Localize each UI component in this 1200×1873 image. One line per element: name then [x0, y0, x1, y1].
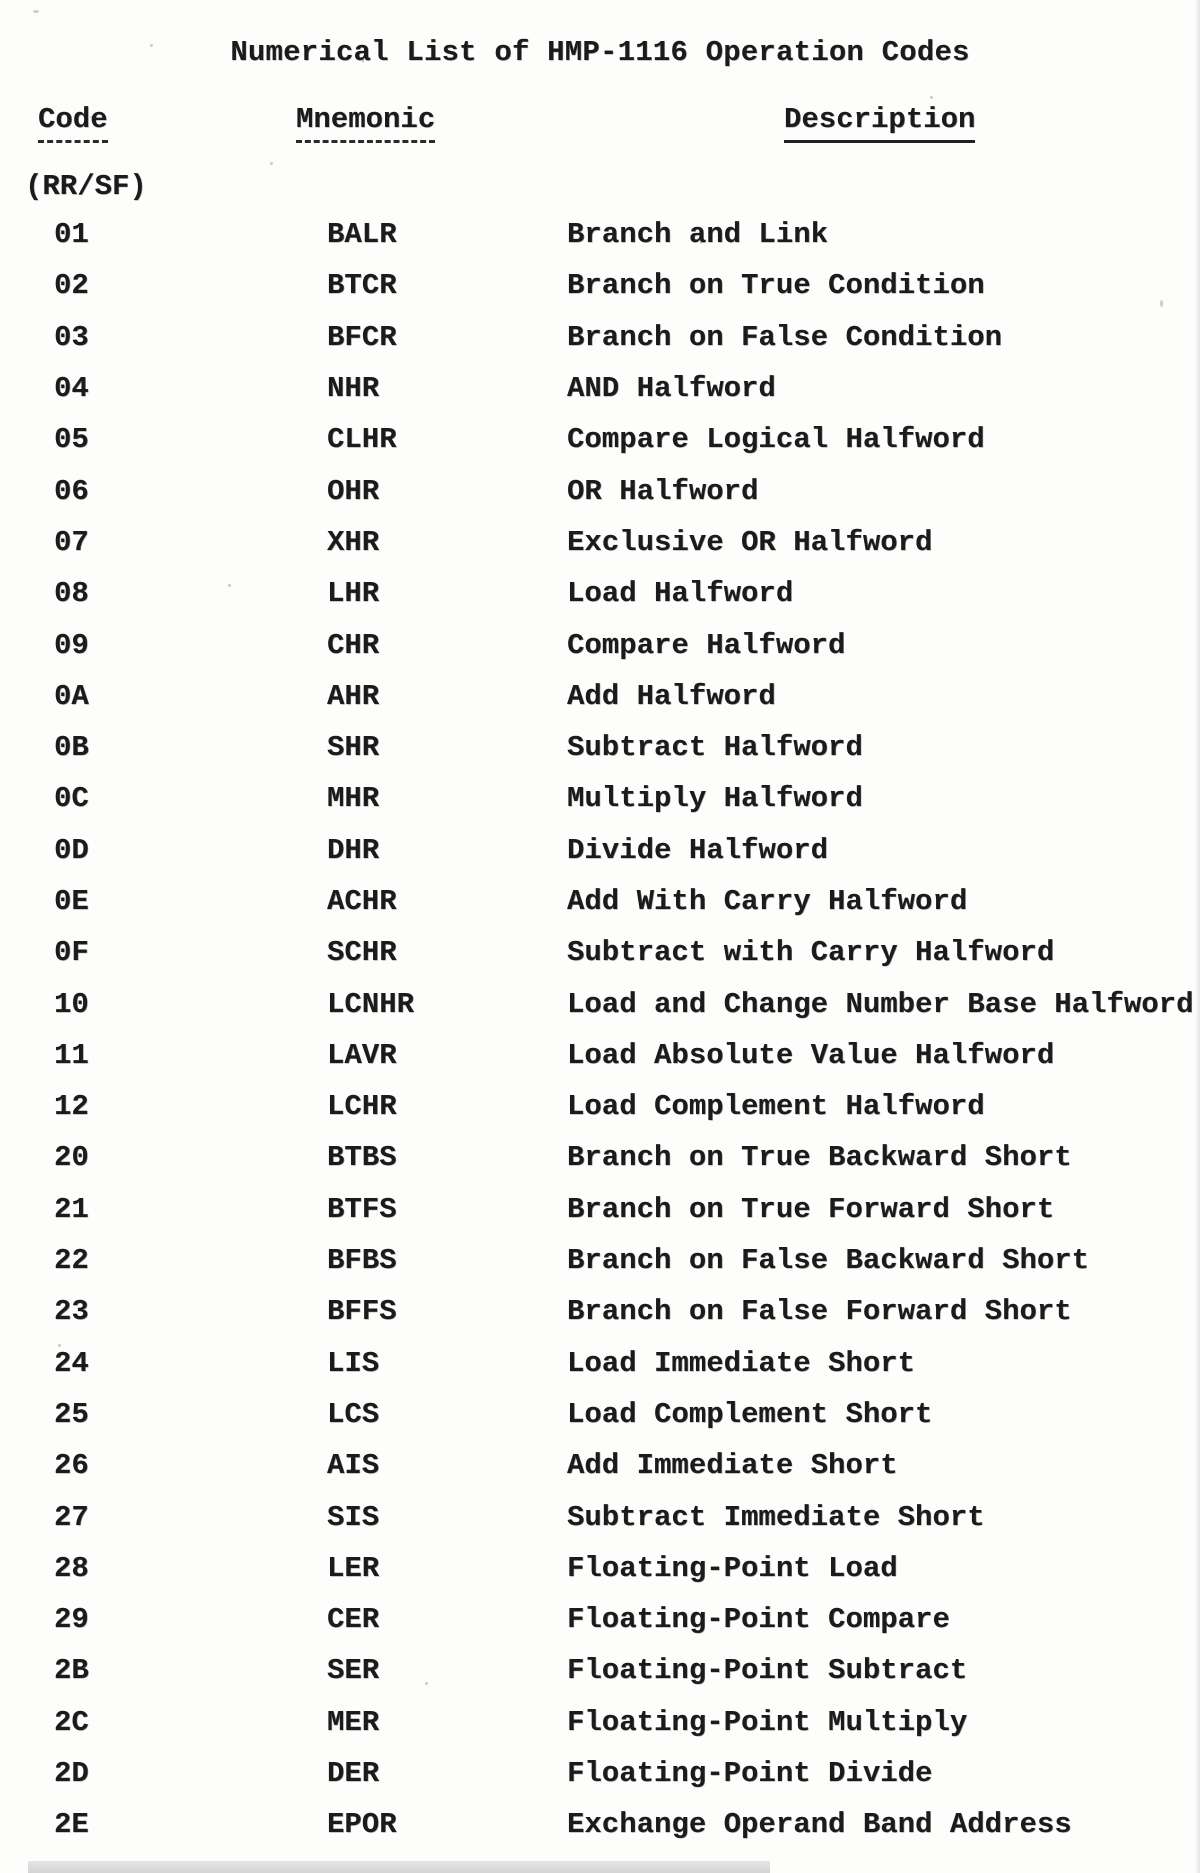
table-row	[0, 568, 1200, 619]
cell-description: Subtract Halfword	[567, 731, 863, 765]
cell-code: 29	[54, 1603, 89, 1637]
cell-description: Branch and Link	[567, 218, 829, 252]
cell-description: Add With Carry Halfword	[567, 885, 968, 918]
cell-mnemonic: CHR	[327, 628, 380, 662]
cell-code: 03	[54, 320, 89, 354]
cell-mnemonic: ACHR	[327, 885, 397, 918]
table-row	[0, 1440, 1200, 1491]
cell-description: Add Immediate Short	[567, 1449, 898, 1483]
cell-description: Load Absolute Value Halfword	[567, 1038, 1055, 1072]
cell-code: 23	[54, 1295, 89, 1329]
table-row	[0, 1235, 1200, 1286]
cell-code: 26	[54, 1449, 89, 1483]
cell-code: 2D	[54, 1757, 89, 1791]
cell-code: 21	[54, 1192, 89, 1226]
cell-description: OR Halfword	[567, 474, 759, 508]
cell-description: Floating-Point Subtract	[567, 1654, 968, 1688]
cell-description: Floating-Point Multiply	[567, 1705, 968, 1739]
cell-mnemonic: DER	[327, 1757, 380, 1791]
cell-description: Exchange Operand Band Address	[567, 1808, 1072, 1842]
table-row	[0, 927, 1200, 978]
table-header-row	[0, 103, 1200, 149]
cell-mnemonic: MHR	[327, 782, 380, 816]
scan-speck	[930, 96, 933, 99]
cell-code: 24	[54, 1346, 89, 1380]
table-row	[0, 1081, 1200, 1132]
cell-description: Multiply Halfword	[567, 782, 863, 816]
cell-code: 0E	[54, 885, 89, 918]
cell-mnemonic: LHR	[327, 577, 380, 611]
scan-speck	[33, 10, 39, 13]
table-row	[0, 1594, 1200, 1645]
cell-mnemonic: LCNHR	[327, 987, 415, 1021]
cell-mnemonic: AHR	[327, 679, 380, 713]
cell-mnemonic: DHR	[327, 833, 380, 867]
cell-description: AND Halfword	[567, 372, 776, 406]
cell-description: Exclusive OR Halfword	[567, 525, 933, 559]
cell-description: Divide Halfword	[567, 833, 829, 867]
table-row	[0, 1697, 1200, 1748]
cell-description: Load Immediate Short	[567, 1346, 916, 1380]
cell-mnemonic: LIS	[327, 1346, 380, 1380]
cell-description: Floating-Point Divide	[567, 1757, 933, 1791]
column-header-description: Description	[784, 103, 975, 143]
table-row	[0, 978, 1200, 1029]
cell-mnemonic: SIS	[327, 1500, 380, 1534]
cell-code: 01	[54, 218, 89, 252]
cell-mnemonic: CLHR	[327, 423, 397, 457]
cell-mnemonic: XHR	[327, 525, 380, 559]
cell-code: 06	[54, 474, 89, 508]
cell-description: Branch on True Forward Short	[567, 1192, 1055, 1226]
cell-code: 0B	[54, 731, 89, 765]
cell-description: Subtract Immediate Short	[567, 1500, 985, 1534]
cell-mnemonic: LCS	[327, 1397, 380, 1431]
table-row	[0, 1389, 1200, 1440]
cell-code: 20	[54, 1141, 89, 1175]
cell-code: 22	[54, 1244, 89, 1278]
scan-edge-artifact	[28, 1861, 770, 1873]
table-row	[0, 773, 1200, 824]
column-header-code: Code	[38, 103, 108, 143]
cell-description: Branch on False Condition	[567, 320, 1003, 354]
cell-code: 28	[54, 1551, 89, 1585]
cell-mnemonic: SHR	[327, 731, 380, 765]
cell-mnemonic: BTBS	[327, 1141, 397, 1175]
table-row	[0, 1286, 1200, 1337]
format-group-label: (RR/SF)	[25, 170, 147, 203]
cell-code: 25	[54, 1397, 89, 1431]
table-row	[0, 414, 1200, 465]
cell-mnemonic: LCHR	[327, 1090, 397, 1124]
cell-code: 04	[54, 372, 89, 406]
cell-mnemonic: OHR	[327, 474, 380, 508]
page-title: Numerical List of HMP-1116 Operation Codes	[230, 36, 970, 69]
table-row	[0, 722, 1200, 773]
table-row	[0, 1030, 1200, 1081]
table-row	[0, 209, 1200, 260]
cell-description: Branch on True Backward Short	[567, 1141, 1072, 1175]
cell-code: 2B	[54, 1654, 89, 1688]
cell-mnemonic: BFCR	[327, 320, 397, 354]
cell-description: Load and Change Number Base Halfword	[567, 987, 1194, 1021]
table-row	[0, 1491, 1200, 1542]
table-row	[0, 260, 1200, 311]
cell-mnemonic: NHR	[327, 372, 380, 406]
column-header-mnemonic: Mnemonic	[296, 103, 435, 143]
cell-mnemonic: SER	[327, 1654, 380, 1688]
scan-edge-artifact	[1195, 0, 1200, 1873]
cell-mnemonic: BFFS	[327, 1295, 397, 1329]
table-row	[0, 1799, 1200, 1850]
table-body	[0, 209, 1200, 1851]
cell-mnemonic: BTCR	[327, 269, 397, 303]
cell-mnemonic: BFBS	[327, 1244, 397, 1278]
table-row	[0, 1184, 1200, 1235]
cell-code: 2E	[54, 1808, 89, 1842]
table-row	[0, 876, 1200, 927]
table-row	[0, 363, 1200, 414]
table-row	[0, 312, 1200, 363]
cell-code: 2C	[54, 1705, 89, 1739]
scan-speck	[270, 162, 273, 165]
table-row	[0, 465, 1200, 516]
cell-description: Load Complement Halfword	[567, 1090, 985, 1124]
cell-code: 07	[54, 525, 89, 559]
cell-code: 0F	[54, 936, 89, 970]
cell-description: Load Halfword	[567, 577, 794, 611]
table-row	[0, 825, 1200, 876]
cell-description: Floating-Point Load	[567, 1551, 898, 1585]
table-row	[0, 1748, 1200, 1799]
table-row	[0, 517, 1200, 568]
cell-mnemonic: SCHR	[327, 936, 397, 970]
cell-mnemonic: LAVR	[327, 1038, 397, 1072]
cell-description: Load Complement Short	[567, 1397, 933, 1431]
cell-code: 09	[54, 628, 89, 662]
table-row	[0, 1645, 1200, 1696]
cell-code: 08	[54, 577, 89, 611]
table-row	[0, 1132, 1200, 1183]
cell-mnemonic: BTFS	[327, 1192, 397, 1226]
cell-code: 11	[54, 1038, 89, 1072]
cell-description: Compare Halfword	[567, 628, 846, 662]
table-row	[0, 619, 1200, 670]
cell-code: 0C	[54, 782, 89, 816]
cell-description: Add Halfword	[567, 679, 776, 713]
table-row	[0, 1543, 1200, 1594]
cell-description: Branch on False Backward Short	[567, 1244, 1090, 1278]
cell-mnemonic: BALR	[327, 218, 397, 252]
cell-code: 0A	[54, 679, 89, 713]
cell-mnemonic: MER	[327, 1705, 380, 1739]
cell-code: 02	[54, 269, 89, 303]
cell-code: 0D	[54, 833, 89, 867]
cell-description: Subtract with Carry Halfword	[567, 936, 1055, 970]
cell-description: Compare Logical Halfword	[567, 423, 985, 457]
cell-description: Branch on True Condition	[567, 269, 985, 303]
cell-mnemonic: CER	[327, 1603, 380, 1637]
cell-mnemonic: AIS	[327, 1449, 380, 1483]
cell-description: Floating-Point Compare	[567, 1603, 950, 1637]
table-row	[0, 671, 1200, 722]
cell-code: 05	[54, 423, 89, 457]
cell-description: Branch on False Forward Short	[567, 1295, 1072, 1329]
cell-code: 10	[54, 987, 89, 1021]
table-row	[0, 1338, 1200, 1389]
cell-code: 12	[54, 1090, 89, 1124]
cell-code: 27	[54, 1500, 89, 1534]
cell-mnemonic: EPOR	[327, 1808, 397, 1842]
cell-mnemonic: LER	[327, 1551, 380, 1585]
